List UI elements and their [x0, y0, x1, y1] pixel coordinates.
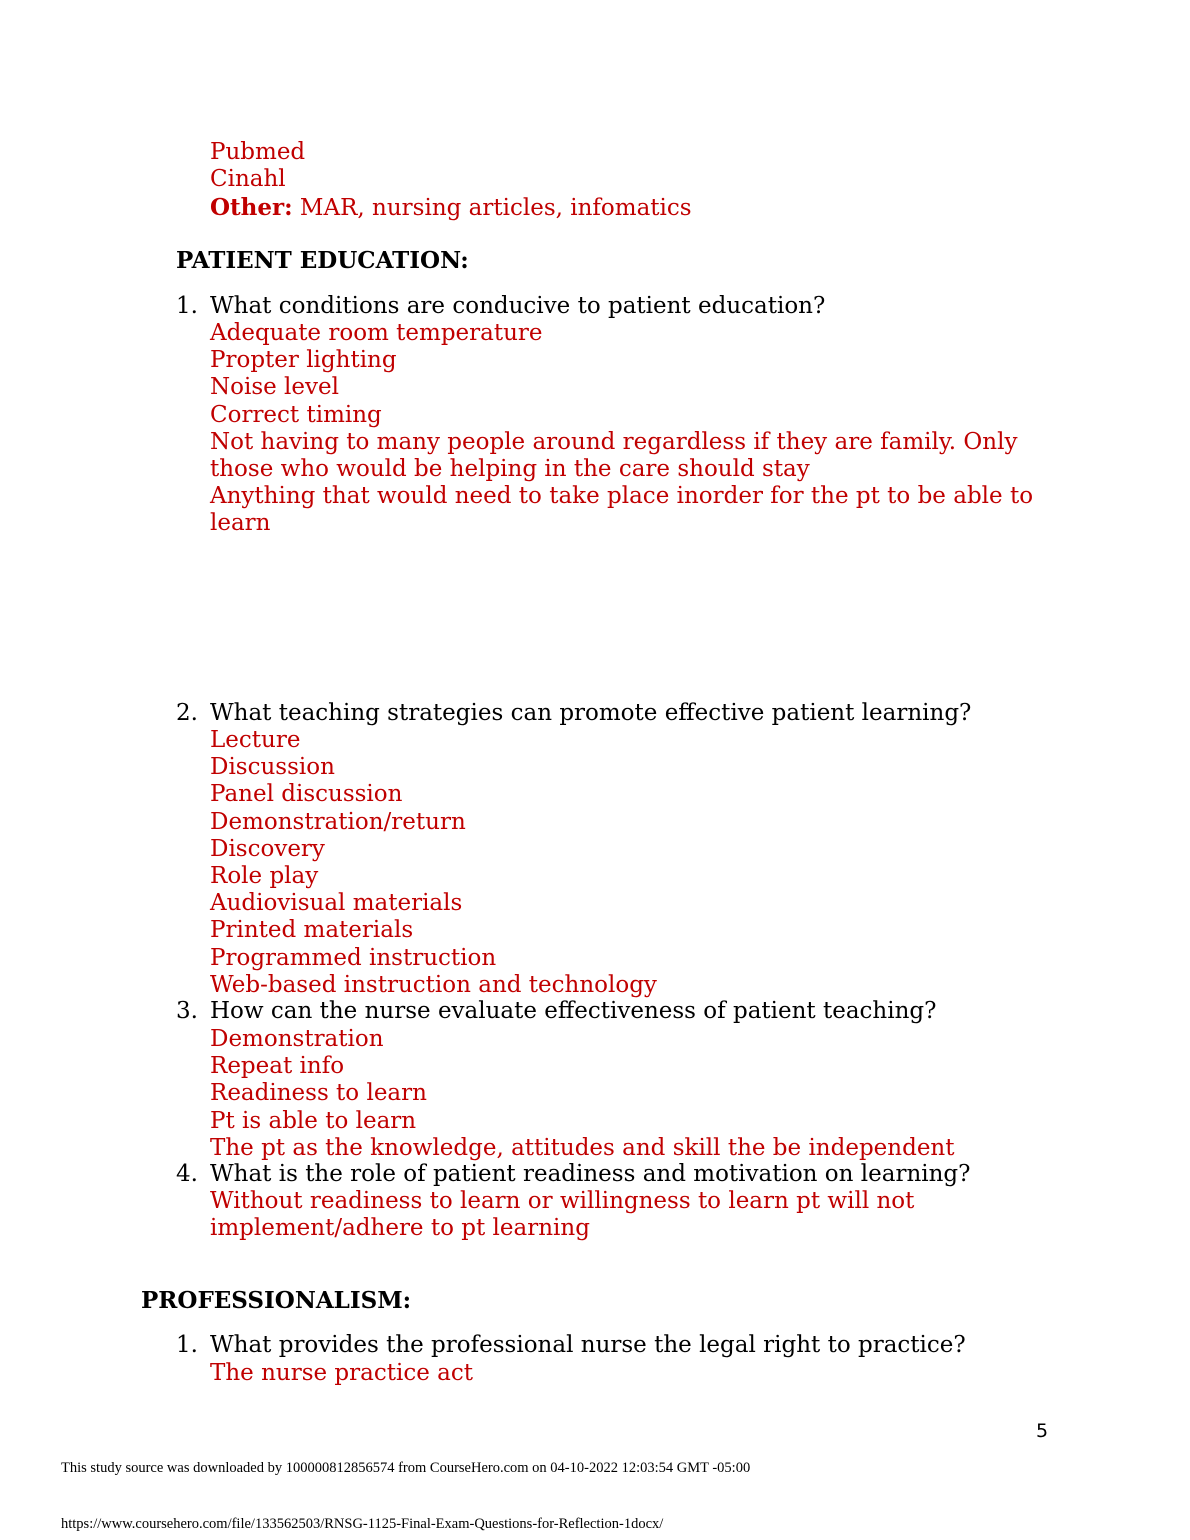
- question-number: 2.: [176, 700, 198, 726]
- section-heading-professionalism: PROFESSIONALISM:: [141, 1287, 412, 1314]
- answer-item: Correct timing: [210, 401, 382, 428]
- resource-other: [210, 194, 692, 222]
- answer-item: Anything that would need to take place inorder for the pt to be able to learn: [210, 483, 1034, 537]
- answer-item: Panel discussion: [210, 781, 403, 808]
- question-number: 1.: [176, 1332, 198, 1358]
- answer-item: Demonstration: [210, 1026, 384, 1052]
- answer-item: Discussion: [210, 754, 335, 781]
- resource-item: Cinahl: [210, 166, 286, 192]
- answer-list: [210, 1026, 955, 1162]
- answer-item: Web-based instruction and technology: [210, 971, 657, 998]
- question-text: What conditions are conducive to patient education?: [210, 293, 826, 319]
- answer-item: Noise level: [210, 374, 339, 401]
- answer-item: The nurse practice act: [210, 1360, 473, 1386]
- other-label: Other:: [210, 194, 293, 221]
- answer-item: Lecture: [210, 727, 301, 753]
- question-number: 3.: [176, 998, 198, 1024]
- answer-item: Without readiness to learn or willingness to learn pt will not implement/adhere to pt learning: [210, 1188, 915, 1242]
- answer-item: Not having to many people around regardless if they are family. Only those who would be helping in the care should stay: [210, 428, 1018, 483]
- question-number: 1.: [176, 293, 198, 319]
- question-text: What teaching strategies can promote effective patient learning?: [210, 700, 972, 726]
- answer-item: Discovery: [210, 835, 325, 862]
- answer-list: [210, 1360, 473, 1387]
- resource-item: Pubmed: [210, 139, 306, 165]
- answer-list: [210, 1188, 970, 1242]
- question-number: 4.: [176, 1161, 198, 1187]
- answer-item: Demonstration/return: [210, 808, 466, 835]
- answer-item: Repeat info: [210, 1053, 345, 1080]
- answer-item: Printed materials: [210, 917, 414, 944]
- answer-item: Readiness to learn: [210, 1080, 427, 1107]
- answer-list: [210, 320, 1050, 538]
- footer-source-line: This study source was downloaded by 100000812856574 from CourseHero.com on 04-10-2022 12:03:54 GMT -05:00: [61, 1460, 751, 1476]
- answer-item: Adequate room temperature: [210, 320, 543, 346]
- answer-item: Role play: [210, 863, 319, 890]
- answer-item: The pt as the knowledge, attitudes and skill the be independent: [210, 1134, 955, 1161]
- other-value: MAR, nursing articles, infomatics: [292, 195, 692, 221]
- question-text: How can the nurse evaluate effectiveness of patient teaching?: [210, 998, 937, 1024]
- answer-item: Programmed instruction: [210, 944, 497, 971]
- answer-item: Propter lighting: [210, 347, 397, 374]
- section-heading-patient-education: PATIENT EDUCATION:: [176, 247, 469, 274]
- answer-item: Pt is able to learn: [210, 1107, 417, 1134]
- question-text: What is the role of patient readiness and motivation on learning?: [210, 1161, 971, 1187]
- page-number: 5: [1036, 1420, 1049, 1442]
- footer-url[interactable]: https://www.coursehero.com/file/133562503/RNSG-1125-Final-Exam-Questions-for-Reflection-1docx/: [61, 1516, 664, 1532]
- answer-item: Audiovisual materials: [210, 890, 463, 917]
- question-text: What provides the professional nurse the legal right to practice?: [210, 1332, 966, 1358]
- answer-list: [210, 727, 657, 999]
